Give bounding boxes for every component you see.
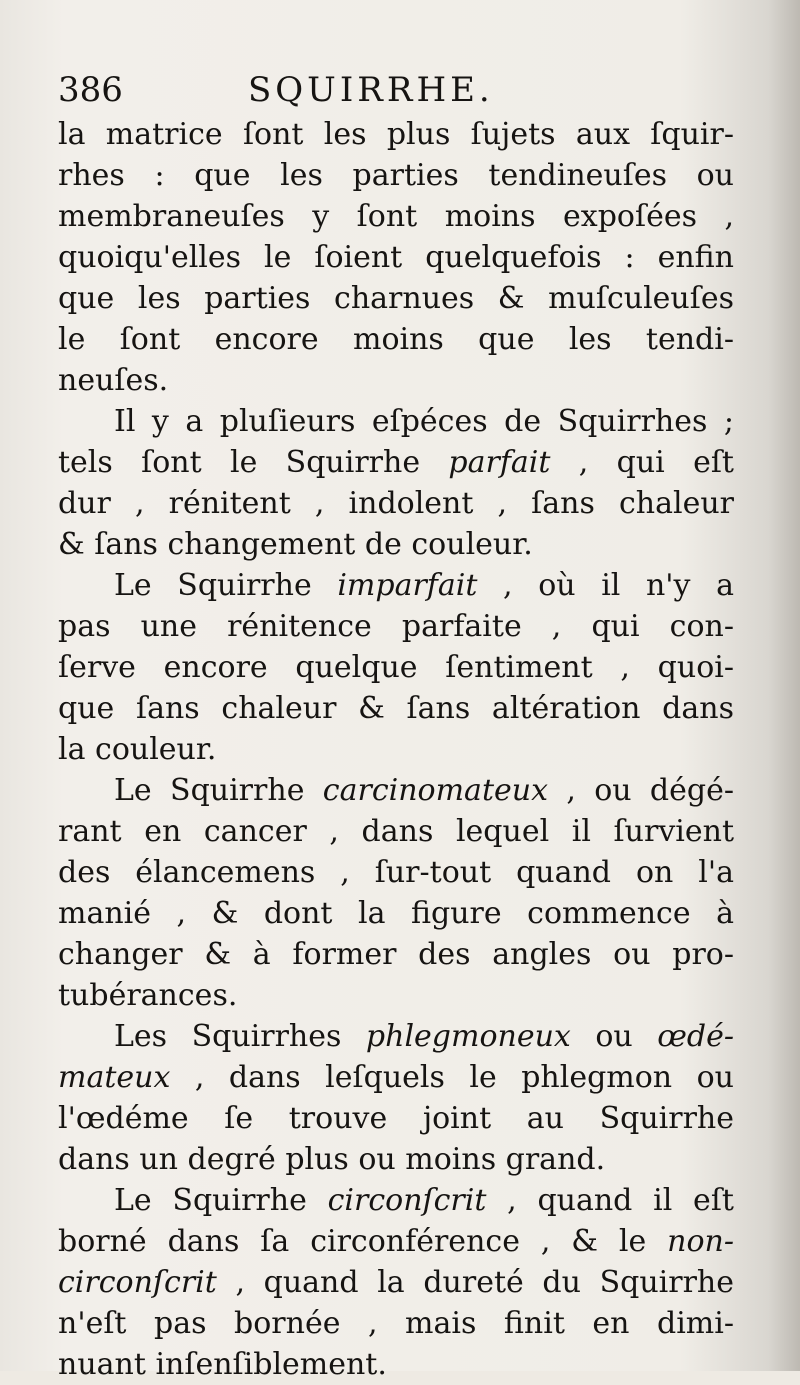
text-span: pas une rénitence parfaite , qui con- xyxy=(58,609,734,644)
italic-term: circonſcrit xyxy=(327,1183,487,1218)
text-line xyxy=(58,975,734,1016)
text-line xyxy=(58,237,734,278)
italic-term: parfait xyxy=(448,445,551,480)
text-span: que ſans chaleur & ſans altération dans xyxy=(58,691,734,726)
italic-term: circonſcrit xyxy=(58,1265,217,1300)
text-line xyxy=(58,1221,734,1262)
text-span: nuant inſenſiblement. xyxy=(58,1347,387,1382)
italic-term: œdé- xyxy=(657,1019,734,1054)
text-span: , ou dégé- xyxy=(548,773,734,808)
text-line xyxy=(58,852,734,893)
text-line xyxy=(58,606,734,647)
text-line xyxy=(58,565,734,606)
text-span: , quand la dureté du Squirrhe xyxy=(216,1265,734,1300)
text-line xyxy=(58,729,734,770)
text-line xyxy=(58,1303,734,1344)
text-span: des élancemens , ſur-tout quand on l'a xyxy=(58,855,734,890)
text-span: membraneuſes y ſont moins expoſées , xyxy=(58,199,734,234)
text-span: tubérances. xyxy=(58,978,238,1013)
text-line xyxy=(58,893,734,934)
text-line xyxy=(58,1139,734,1180)
text-span: Le Squirrhe xyxy=(114,773,323,808)
text-span: neuſes. xyxy=(58,363,169,398)
text-span: le ſont encore moins que les tendi- xyxy=(58,322,734,357)
italic-term: carcinomateux xyxy=(322,773,548,808)
text-line xyxy=(58,770,734,811)
text-span: tels ſont le Squirrhe xyxy=(58,445,449,480)
text-span: & ſans changement de couleur. xyxy=(58,527,533,562)
text-span: la couleur. xyxy=(58,732,217,767)
text-span: quoiqu'elles le ſoient quelquefois : enfin xyxy=(58,240,734,275)
text-line xyxy=(58,811,734,852)
text-span: Le Squirrhe xyxy=(114,568,338,603)
italic-term: non- xyxy=(667,1224,734,1259)
text-span: ou xyxy=(570,1019,658,1054)
text-line xyxy=(58,278,734,319)
text-line xyxy=(58,934,734,975)
text-span: , qui eſt xyxy=(550,445,734,480)
text-line xyxy=(58,401,734,442)
text-line xyxy=(58,1098,734,1139)
text-span: , où il n'y a xyxy=(477,568,734,603)
page-header xyxy=(58,68,738,112)
text-span: changer & à former des angles ou pro- xyxy=(58,937,734,972)
italic-term: mateux xyxy=(58,1060,171,1095)
text-span: Les Squirrhes xyxy=(114,1019,366,1054)
italic-term: imparfait xyxy=(337,568,478,603)
text-line xyxy=(58,196,734,237)
text-line xyxy=(58,114,734,155)
text-span: manié , & dont la figure commence à xyxy=(58,896,734,931)
text-line xyxy=(58,442,734,483)
text-line xyxy=(58,1016,734,1057)
text-span: Il y a pluſieurs eſpéces de Squirrhes ; xyxy=(114,404,734,439)
text-span: Le Squirrhe xyxy=(114,1183,328,1218)
text-line xyxy=(58,1180,734,1221)
text-line xyxy=(58,360,734,401)
text-line xyxy=(58,319,734,360)
text-line xyxy=(58,1344,734,1385)
text-line xyxy=(58,647,734,688)
text-span: ſerve encore quelque ſentiment , quoi- xyxy=(58,650,734,685)
text-line xyxy=(58,1262,734,1303)
body-text xyxy=(58,114,734,1385)
text-span: borné dans ſa circonférence , & le xyxy=(58,1224,668,1259)
running-title: SQUIRRHE. xyxy=(248,70,494,110)
text-span: n'eſt pas bornée , mais finit en dimi- xyxy=(58,1306,734,1341)
text-line xyxy=(58,155,734,196)
text-span: dans un degré plus ou moins grand. xyxy=(58,1142,606,1177)
page-number: 386 xyxy=(58,70,123,110)
text-span: rhes : que les parties tendineuſes ou xyxy=(58,158,734,193)
text-line xyxy=(58,483,734,524)
text-span: dur , rénitent , indolent , ſans chaleur xyxy=(58,486,734,521)
text-line xyxy=(58,688,734,729)
text-span: que les parties charnues & muſculeuſes xyxy=(58,281,734,316)
text-span: l'œdéme ſe trouve joint au Squirrhe xyxy=(58,1101,734,1136)
text-line xyxy=(58,1057,734,1098)
text-span: rant en cancer , dans lequel il ſurvient xyxy=(58,814,734,849)
text-span: la matrice ſont les plus ſujets aux ſquir- xyxy=(58,117,734,152)
text-line xyxy=(58,524,734,565)
text-span: , quand il eſt xyxy=(486,1183,734,1218)
italic-term: phlegmoneux xyxy=(365,1019,571,1054)
text-span: , dans leſquels le phlegmon ou xyxy=(170,1060,734,1095)
